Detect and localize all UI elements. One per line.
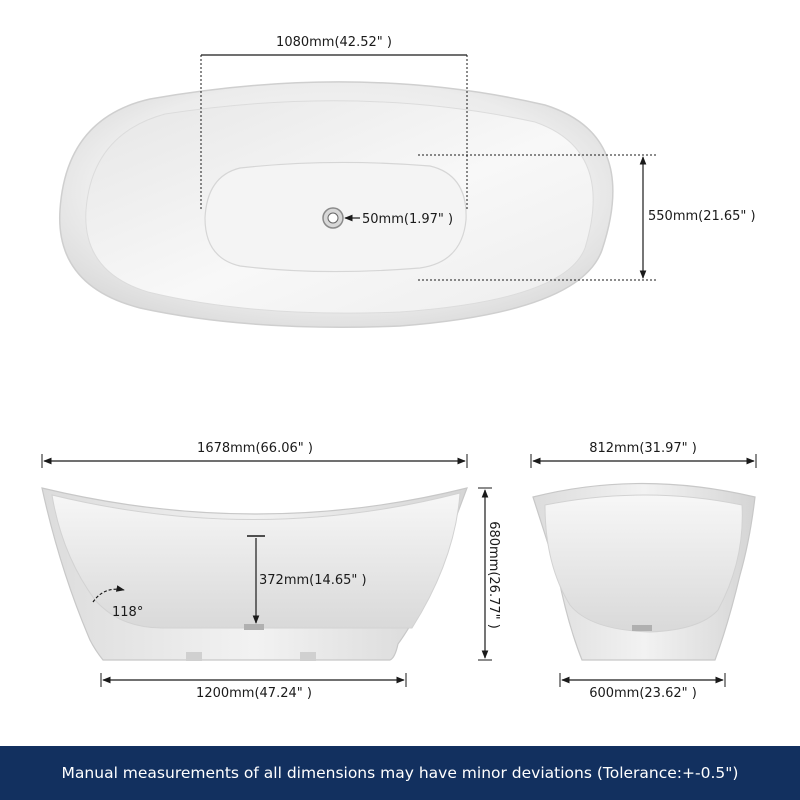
side-height-label: 680mm(26.77" ) <box>486 521 501 629</box>
end-drain-icon <box>632 625 652 631</box>
end-width-label: 812mm(31.97" ) <box>589 441 697 456</box>
side-bottom-label: 1200mm(47.24" ) <box>196 686 312 701</box>
footer-banner <box>0 746 800 800</box>
top-depth-label: 550mm(21.65" ) <box>648 209 756 224</box>
end-view <box>531 441 756 701</box>
drain-label: 50mm(1.97" ) <box>362 212 454 227</box>
tolerance-note: Manual measurements of all dimensions may have minor deviations (Tolerance:+-0.5") <box>61 764 739 782</box>
top-width-label: 1080mm(42.52" ) <box>276 35 392 50</box>
side-depth-label: 372mm(14.65" ) <box>259 573 367 588</box>
side-length-label: 1678mm(66.06" ) <box>197 441 313 456</box>
side-angle-label: 118° <box>112 605 144 620</box>
end-bottom-label: 600mm(23.62" ) <box>589 686 697 701</box>
top-view <box>60 35 756 327</box>
side-view <box>42 441 501 701</box>
drain-icon <box>323 208 343 228</box>
side-drain-icon <box>244 624 264 630</box>
